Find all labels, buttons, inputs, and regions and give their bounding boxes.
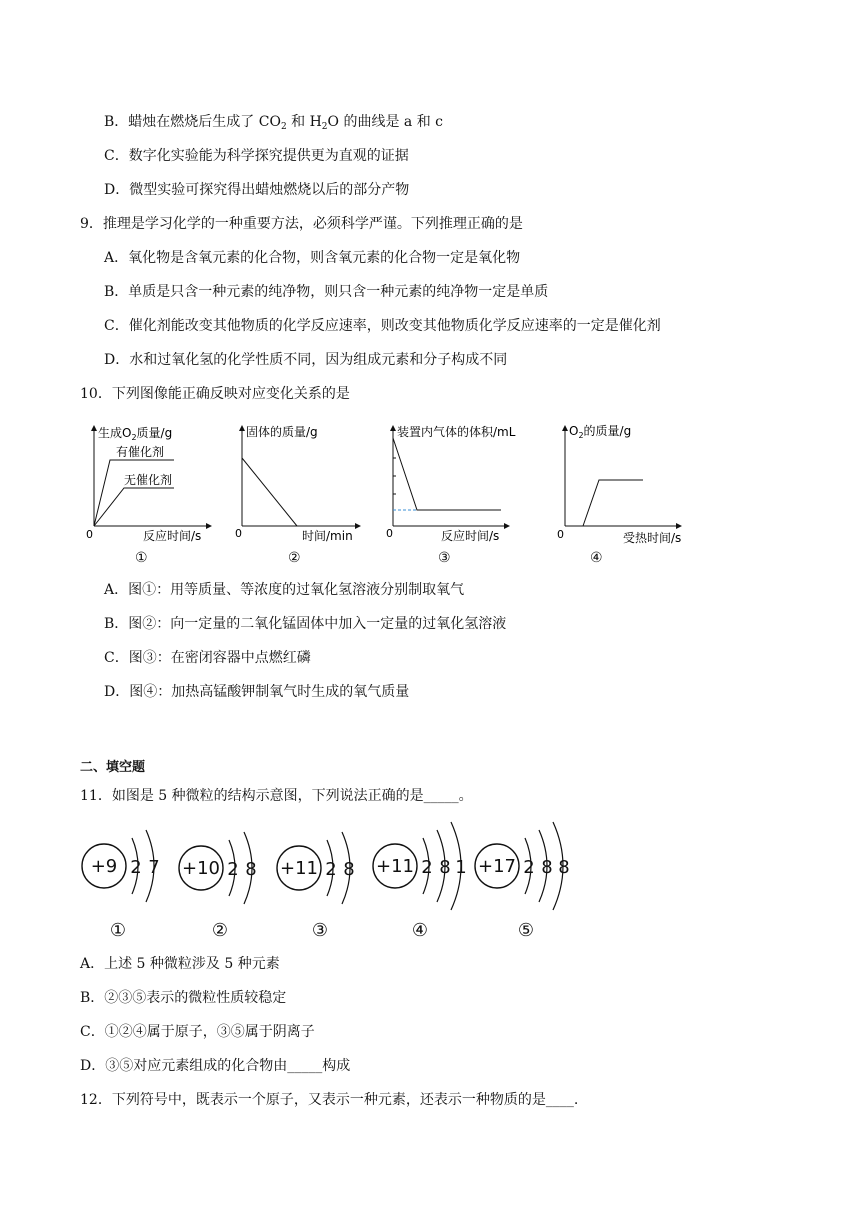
graph-4-x-label: 受热时间/s	[623, 531, 682, 545]
q8-option-c: C．数字化实验能为科学探究提供更为直观的证据	[104, 148, 409, 164]
graph-4-curve	[583, 480, 643, 526]
q11-option-a: A．上述 5 种微粒涉及 5 种元素	[80, 956, 280, 972]
graph-3-origin: 0	[386, 527, 393, 540]
q10-option-c: C．图③：在密闭容器中点燃红磷	[104, 650, 311, 666]
svg-text:⑤: ⑤	[517, 920, 535, 941]
graph-1-number: ①	[135, 550, 148, 566]
q9-option-c: C．催化剂能改变其他物质的化学反应速率，则改变其他物质化学反应速率的一定是催化剂	[104, 318, 661, 334]
q10-option-b: B．图②：向一定量的二氧化锰固体中加入一定量的过氧化氢溶液	[104, 616, 507, 632]
graph-2-number: ②	[288, 550, 301, 566]
q9-option-a: A．氧化物是含氧元素的化合物，则含氧元素的化合物一定是氧化物	[104, 250, 521, 266]
svg-text:①: ①	[109, 920, 127, 941]
atom-2	[179, 832, 257, 941]
graph-1-x-label: 反应时间/s	[143, 529, 202, 543]
svg-text:1: 1	[455, 857, 467, 878]
atom-3	[277, 832, 355, 941]
svg-text:8: 8	[541, 857, 553, 878]
svg-text:④: ④	[411, 920, 429, 941]
svg-text:②: ②	[211, 920, 229, 941]
q9-stem: 9．推理是学习化学的一种重要方法，必须科学严谨。下列推理正确的是	[80, 216, 523, 232]
q11-option-b: B．②③⑤表示的微粒性质较稳定	[80, 990, 287, 1006]
graph-1-catalyst-curve	[94, 460, 174, 526]
graph-3-y-label: 装置内气体的体积/mL	[397, 425, 516, 439]
svg-text:+10: +10	[182, 858, 220, 879]
svg-text:+17: +17	[478, 856, 516, 877]
graph-1-label-no-catalyst: 无催化剂	[124, 473, 173, 487]
q11-option-d: D．③⑤对应元素组成的化合物由_____构成	[80, 1058, 351, 1074]
section-title: 二、填空题	[80, 760, 146, 775]
svg-text:8: 8	[558, 857, 570, 878]
q11-stem: 11．如图是 5 种微粒的结构示意图，下列说法正确的是_____。	[80, 788, 473, 804]
q11-option-c: C．①②④属于原子，③⑤属于阴离子	[80, 1024, 315, 1040]
atom-4	[373, 822, 467, 941]
graph-1-no-catalyst-curve	[94, 488, 174, 526]
graph-3-curve	[393, 438, 501, 510]
q9-option-b: B．单质是只含一种元素的纯净物，则只含一种元素的纯净物一定是单质	[104, 284, 549, 300]
atom-5	[475, 822, 570, 941]
svg-text:8: 8	[439, 857, 451, 878]
q10-option-a: A．图①：用等质量、等浓度的过氧化氢溶液分别制取氧气	[104, 582, 465, 598]
svg-text:8: 8	[245, 859, 257, 880]
q9-option-d: D．水和过氧化氢的化学性质不同，因为组成元素和分子构成不同	[104, 352, 508, 368]
svg-text:7: 7	[148, 857, 160, 878]
graph-4-y-label: $O_2$的质量/g	[569, 424, 632, 440]
graph-2-curve	[242, 458, 297, 526]
graph-1-y-label: 生成$O_2$质量/g	[98, 426, 173, 442]
svg-text:2: 2	[325, 859, 337, 880]
graph-4	[553, 418, 693, 543]
svg-text:2: 2	[130, 857, 142, 878]
graph-1-label-catalyst: 有催化剂	[116, 445, 165, 459]
q12-stem: 12．下列符号中，既表示一个原子，又表示一种元素，还表示一种物质的是____.	[80, 1092, 579, 1108]
graph-3-x-label: 反应时间/s	[441, 529, 500, 543]
graph-4-origin: 0	[557, 528, 564, 541]
graph-2-x-label: 时间/min	[302, 529, 353, 543]
q8-option-b: B．蜡烛在燃烧后生成了 $CO_2$ 和 $H_2O$ 的曲线是 a 和 c	[104, 114, 443, 132]
graph-4-number: ④	[590, 550, 603, 566]
graph-3	[383, 418, 523, 543]
graph-2	[232, 418, 372, 543]
svg-text:+9: +9	[90, 856, 118, 877]
svg-text:2: 2	[227, 859, 239, 880]
svg-text:2: 2	[523, 857, 535, 878]
atom-structure-diagrams	[74, 818, 594, 946]
graph-2-y-label: 固体的质量/g	[246, 425, 318, 439]
svg-text:③: ③	[311, 920, 329, 941]
q8-option-d: D．微型实验可探究得出蜡烛燃烧以后的部分产物	[104, 182, 410, 198]
graph-1	[78, 418, 228, 543]
svg-text:+11: +11	[376, 856, 414, 877]
graph-2-origin: 0	[235, 527, 242, 540]
atom-1	[82, 830, 160, 941]
svg-text:8: 8	[343, 859, 355, 880]
q10-stem: 10．下列图像能正确反映对应变化关系的是	[80, 386, 350, 402]
graph-1-origin: 0	[86, 528, 93, 541]
svg-text:2: 2	[421, 857, 433, 878]
svg-text:+11: +11	[280, 858, 318, 879]
q10-option-d: D．图④：加热高锰酸钾制氧气时生成的氧气质量	[104, 684, 410, 700]
graph-3-number: ③	[438, 550, 451, 566]
